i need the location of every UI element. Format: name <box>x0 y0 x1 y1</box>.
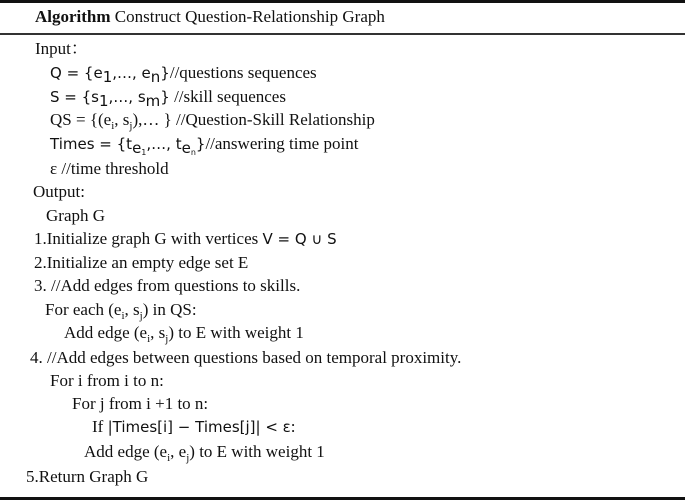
add-edge-prefix: Add edge <box>64 323 134 342</box>
algorithm-title <box>35 7 385 27</box>
times-comment: //answering time point <box>205 134 359 153</box>
step-4-add-edge <box>84 441 325 463</box>
add-edge-math-b: , s <box>150 323 166 342</box>
times-math-suffix: } <box>195 135 206 153</box>
add-edge-math-c: ) <box>168 323 175 342</box>
add-edge-q-math-c: ) <box>189 442 195 461</box>
add-edge-q-sub-i: i <box>167 452 171 464</box>
qs-math-prefix: QS = {(e <box>50 110 112 129</box>
if-prefix: If <box>92 417 108 436</box>
add-edge-q-suffix: to E with weight 1 <box>194 442 325 461</box>
input-epsilon-line <box>50 158 169 180</box>
for-each-suffix: in QS: <box>148 300 197 319</box>
qs-sub-i: i <box>111 120 115 132</box>
for-each-sub-i: i <box>121 310 125 322</box>
step-4-for-i: For i from i to n: <box>50 371 164 390</box>
s-math-suffix: } <box>160 88 170 106</box>
q-comment: //questions sequences <box>169 63 317 82</box>
output-header: Output: <box>33 182 85 201</box>
add-edge-q-math-b: , e <box>170 442 187 461</box>
step-2: 2.Initialize an empty edge set E <box>34 253 249 272</box>
step-4-for-j: For j from i +1 to n: <box>72 394 209 413</box>
times-sub-e: e <box>132 139 142 157</box>
for-each-prefix: For each <box>45 300 109 319</box>
times-math-prefix: Times = {t <box>50 135 133 153</box>
input-header: Input： <box>35 39 88 58</box>
top-rule <box>0 0 685 3</box>
times-sub-1: 1 <box>141 148 147 157</box>
qs-sub-j: j <box>129 120 133 132</box>
header-rule <box>0 33 685 35</box>
s-sub-1: 1 <box>98 92 109 110</box>
q-sub-1: 1 <box>102 68 113 86</box>
s-math-prefix: S = {s <box>50 88 99 106</box>
q-math-mid: ,…, e <box>112 64 151 82</box>
step-1 <box>34 228 337 250</box>
qs-comment: //Question-Skill Relationship <box>171 110 375 129</box>
step-4-if <box>92 416 296 438</box>
for-each-math-b: , s <box>124 300 140 319</box>
input-times-line <box>50 133 358 155</box>
epsilon-comment: //time threshold <box>57 159 169 178</box>
s-comment: //skill sequences <box>169 87 286 106</box>
add-edge-q-sub-j: j <box>186 452 190 464</box>
add-edge-sub-i: i <box>147 333 151 345</box>
s-math-mid: ,…, s <box>108 88 146 106</box>
add-edge-q-math-a: (e <box>153 442 168 461</box>
qs-math-mid: , s <box>114 110 130 129</box>
input-s-line <box>50 86 286 108</box>
output-value: Graph G <box>46 206 106 225</box>
q-sub-n: n <box>150 68 161 86</box>
if-condition-math: |Times[i] − Times[j]| < ε <box>107 418 291 436</box>
add-edge-sub-j: j <box>165 333 169 345</box>
epsilon-symbol: ε <box>50 159 58 178</box>
step-4: 4. //Add edges between questions based on temporal proximity. <box>30 348 462 367</box>
s-sub-m: m <box>145 92 161 110</box>
add-edge-q-prefix: Add edge <box>84 442 154 461</box>
if-suffix: : <box>290 417 296 436</box>
step-3-for-each <box>45 299 197 321</box>
for-each-math-c: ) <box>142 300 149 319</box>
qs-math-suffix: ),… } <box>132 110 172 129</box>
algorithm-name: Construct Question-Relationship Graph <box>114 7 385 26</box>
step-1-math: V = Q ∪ S <box>262 230 337 248</box>
for-each-sub-j: j <box>139 310 143 322</box>
q-math-prefix: Q = {e <box>50 64 103 82</box>
q-math-suffix: } <box>160 64 170 82</box>
step-5: 5.Return Graph G <box>26 467 149 486</box>
step-3-add-edge <box>64 322 304 344</box>
times-sub-n: n <box>190 148 196 157</box>
times-sub-e2: e <box>181 139 191 157</box>
times-math-mid: ,…, t <box>146 135 182 153</box>
step-1-text: 1.Initialize graph G with vertices <box>34 229 263 248</box>
bottom-rule <box>0 497 685 500</box>
add-edge-math-a: (e <box>133 323 148 342</box>
algorithm-label: Algorithm <box>35 7 111 26</box>
step-3: 3. //Add edges from questions to skills. <box>34 276 301 295</box>
input-q-line <box>50 62 317 84</box>
input-qs-line <box>50 109 375 131</box>
add-edge-suffix: to E with weight 1 <box>174 323 304 342</box>
for-each-math-a: (e <box>108 300 122 319</box>
